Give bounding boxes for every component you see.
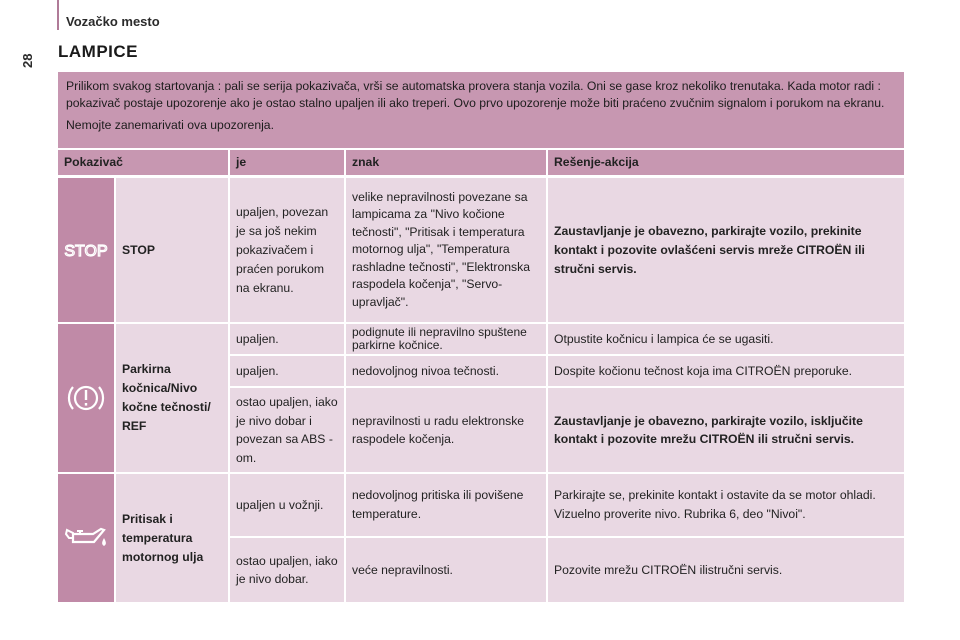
brake-icon-cell <box>58 324 114 472</box>
stop-cause: velike nepravilnosti povezane sa lampicama za "Nivo kočione tečnosti", "Pritisak i temperatura motornog ulja", "Temperatura rashladne tečnosti", "Elektronska raspodela kočenja", "Servo-upravljač". <box>346 178 546 322</box>
header-state: je <box>230 150 344 175</box>
brake-row2-action: Dospite kočionu tečnost koja ima CITROËN preporuke. <box>548 356 904 386</box>
oil-row2-action: Pozovite mrežu CITROËN ilistručni servis. <box>548 538 904 602</box>
oil-icon-cell <box>58 474 114 602</box>
stop-icon-cell <box>58 178 114 322</box>
oil-row1-state: upaljen u vožnji. <box>230 474 344 536</box>
stop-warning-icon <box>61 242 111 258</box>
brake-row1-state: upaljen. <box>230 324 344 354</box>
stop-name: STOP <box>116 178 228 322</box>
oil-row1-action: Parkirajte se, prekinite kontakt i ostavite da se motor ohladi. Vizuelno proverite nivo. Rubrika 6, deo "Nivoi". <box>548 474 904 536</box>
stop-action: Zaustavljanje je obavezno, parkirajte vozilo, prekinite kontakt i pozovite ovlašćeni servis mreže CITROËN ili stručni servis. <box>548 178 904 322</box>
oil-row2-state: ostao upaljen, iako je nivo dobar. <box>230 538 344 602</box>
intro-paragraph: Prilikom svakog startovanja : pali se serija pokazivača, vrši se automatska provera stanja vozila. Oni se gase kroz nekoliko trenutaka. Kada motor radi : pokazivač postaje upozorenje ako je ostao stalno upaljen ili ako treperi. Ovo prvo upozorenje može biti praćeno zvučnim signalom i porukom na ekranu. <box>66 79 885 110</box>
header-indicator: Pokazivač <box>58 150 228 175</box>
svg-text:STOP: STOP <box>64 243 108 258</box>
oil-row2-cause: veće nepravilnosti. <box>346 538 546 602</box>
intro-box <box>58 72 904 148</box>
section-title: Vozačko mesto <box>66 14 160 29</box>
brake-row1-cause: podignute ili nepravilno spuštene parkirne kočnice. <box>346 324 546 354</box>
page-number: 28 <box>20 53 35 68</box>
brake-row2-state: upaljen. <box>230 356 344 386</box>
brake-row2-cause: nedovoljnog nivoa tečnosti. <box>346 356 546 386</box>
brake-row1-action: Otpustite kočnicu i lampica će se ugasiti. <box>548 324 904 354</box>
oil-can-icon <box>63 524 109 552</box>
header-action: Rešenje-akcija <box>548 150 904 175</box>
stop-state: upaljen, povezan je sa još nekim pokazivačem i praćen porukom na ekranu. <box>230 178 344 322</box>
brake-row3-cause: nepravilnosti u radu elektronske raspodele kočenja. <box>346 388 546 472</box>
brake-row3-state: ostao upaljen, iako je nivo dobar i povezan sa ABS -om. <box>230 388 344 472</box>
brake-row3-action: Zaustavljanje je obavezno, parkirajte vozilo, isključite kontakt i pozovite mrežu CITROËN ili stručni servis. <box>548 388 904 472</box>
brake-warning-icon <box>65 377 107 419</box>
oil-name: Pritisak i temperatura motornog ulja <box>116 474 228 602</box>
header-accent-bar <box>57 0 59 30</box>
page-title: LAMPICE <box>58 42 138 61</box>
header-cause: znak <box>346 150 546 175</box>
intro-warning: Nemojte zanemarivati ova upozorenja. <box>66 118 274 132</box>
brake-name: Parkirna kočnica/Nivo kočne tečnosti/ REF <box>116 324 228 472</box>
oil-row1-cause: nedovoljnog pritiska ili povišene temperature. <box>346 474 546 536</box>
